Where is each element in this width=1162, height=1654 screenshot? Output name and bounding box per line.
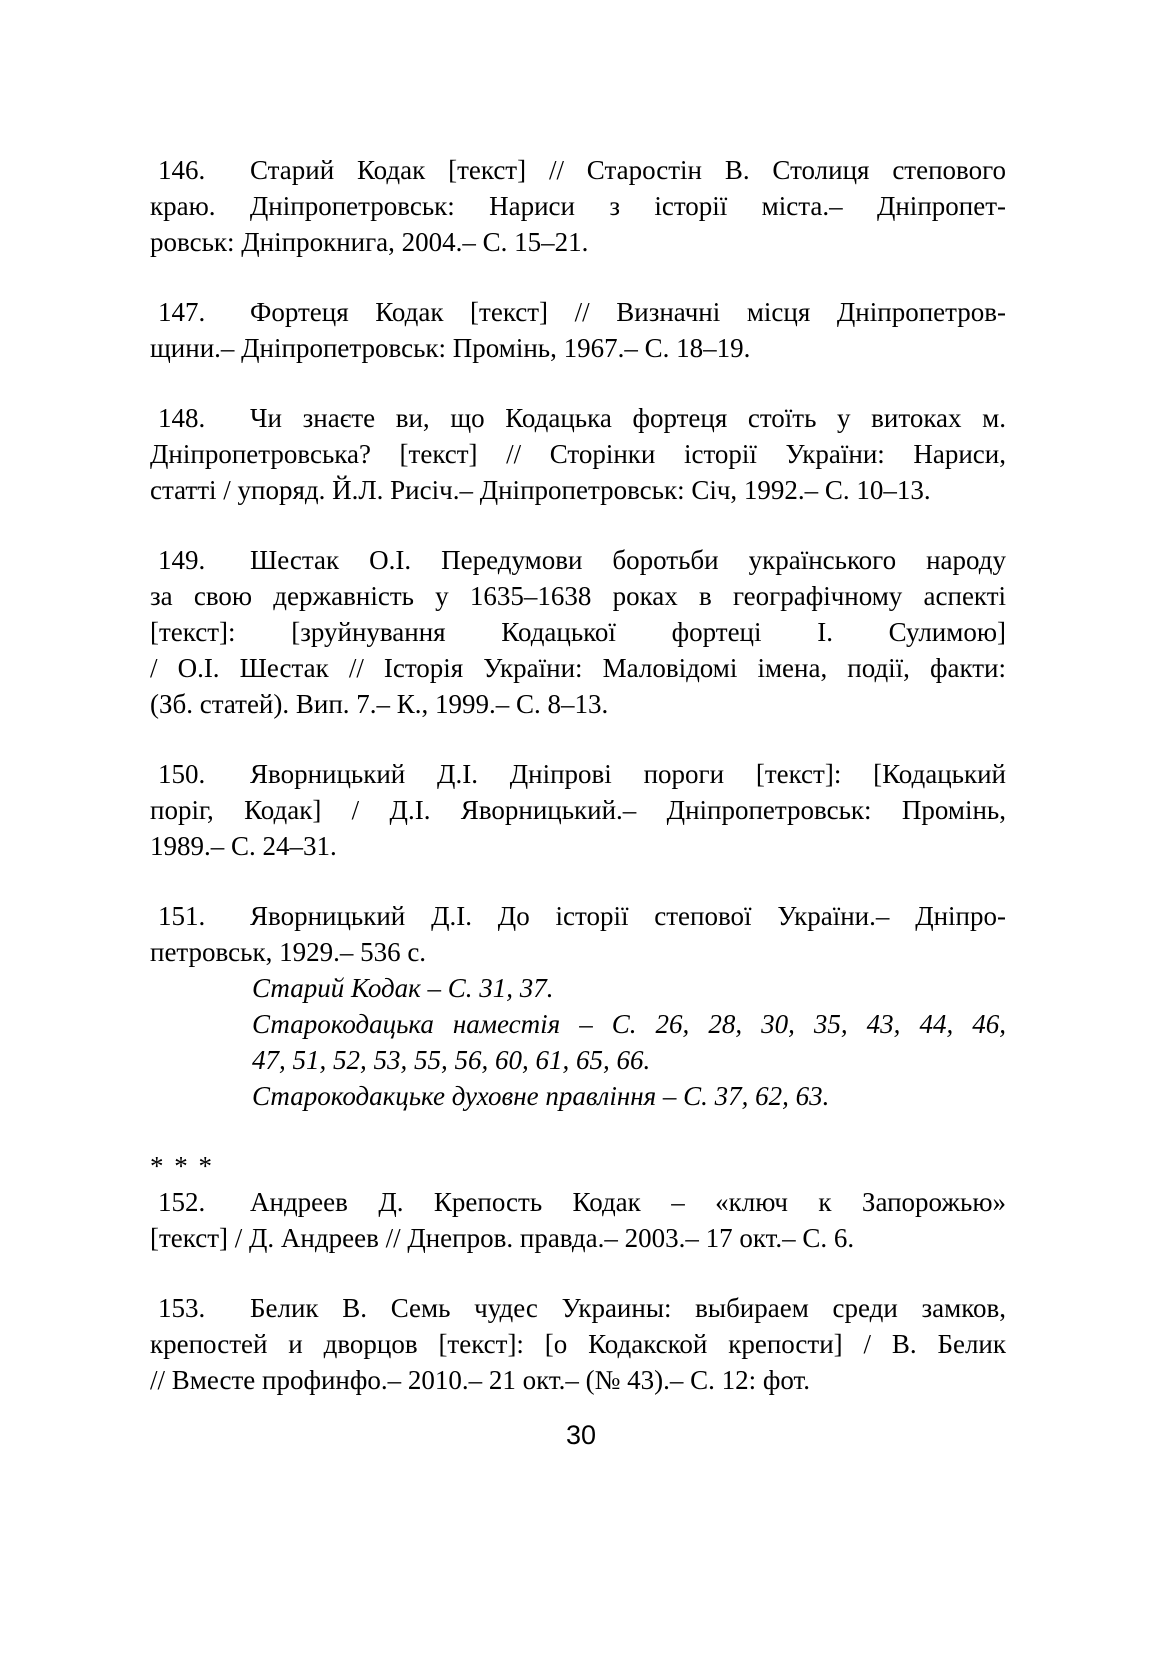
bib-line: (Зб. статей). Вип. 7.– К., 1999.– С. 8–13. [150, 689, 609, 719]
entry-text: Фортеця Кодак [текст] // Визначні місця Дніпропетров- [250, 297, 1006, 327]
bib-line: краю. Дніпропетровськ: Нариси з історії міста.– Дніпропет- [150, 191, 1006, 221]
bib-entry [150, 400, 1006, 508]
bib-line: / О.І. Шестак // Історія України: Маловідомі імена, події, факти: [150, 653, 1006, 683]
separator-asterisks: * * * [150, 1151, 214, 1181]
entry-text: Яворницький Д.І. Дніпрові пороги [текст]: [Кодацький [250, 759, 1006, 789]
bib-line [150, 1184, 1006, 1220]
bib-line: щини.– Дніпропетровськ: Промінь, 1967.– С. 18–19. [150, 333, 751, 363]
entry-number: 153. [158, 1293, 206, 1323]
bib-line: Старокодацька наместія – С. 26, 28, 30, 35, 43, 44, 46, [252, 1009, 1006, 1039]
entry-text: Шестак О.І. Передумови боротьби українського народу [250, 545, 1006, 575]
bib-entry [150, 756, 1006, 864]
bib-line [150, 1290, 1006, 1326]
bib-line: Дніпропетровська? [текст] // Сторінки історії України: Нариси, [150, 439, 1006, 469]
bib-line [150, 400, 1006, 436]
section-separator [150, 1148, 1006, 1184]
bib-entry [150, 898, 1006, 1114]
page-number: 30 [565, 1420, 597, 1450]
entry-number: 149. [158, 545, 206, 575]
bib-line: [текст] / Д. Андреев // Днепров. правда.– 2003.– 17 окт.– С. 6. [150, 1223, 855, 1253]
bib-line: 1989.– С. 24–31. [150, 831, 337, 861]
bibliography [150, 152, 1006, 1398]
entry-number: 150. [158, 759, 206, 789]
bib-line: 47, 51, 52, 53, 55, 56, 60, 61, 65, 66. [252, 1045, 651, 1075]
entry-number: 151. [158, 901, 206, 931]
bib-line: петровськ, 1929.– 536 с. [150, 937, 427, 967]
entry-number: 148. [158, 403, 206, 433]
bib-line: статті / упоряд. Й.Л. Рисіч.– Дніпропетровськ: Січ, 1992.– С. 10–13. [150, 475, 931, 505]
bib-entry [150, 294, 1006, 366]
bib-line: // Вместе профинфо.– 2010.– 21 окт.– (№ 43).– С. 12: фот. [150, 1365, 811, 1395]
bib-line: ровськ: Дніпрокнига, 2004.– С. 15–21. [150, 227, 589, 257]
bib-entry [150, 542, 1006, 722]
bib-line [150, 898, 1006, 934]
bib-entry [150, 152, 1006, 260]
entry-text: Яворницький Д.І. До історії степової України.– Дніпро- [250, 901, 1006, 931]
entry-text: Чи знаєте ви, що Кодацька фортеця стоїть у витоках м. [250, 403, 1006, 433]
entry-text: Андреев Д. Крепость Кодак – «ключ к Запорожью» [250, 1187, 1006, 1217]
bib-line: крепостей и дворцов [текст]: [о Кодакской крепости] / В. Белик [150, 1329, 1006, 1359]
bib-line: за свою державність у 1635–1638 роках в географічному аспекті [150, 581, 1006, 611]
bib-line [150, 542, 1006, 578]
bib-line [150, 294, 1006, 330]
entry-number: 152. [158, 1187, 206, 1217]
bib-line: Старокодакцьке духовне правління – С. 37, 62, 63. [252, 1081, 830, 1111]
bib-entry [150, 1184, 1006, 1256]
bib-line [150, 152, 1006, 188]
bib-line [150, 756, 1006, 792]
bib-entry [150, 1290, 1006, 1398]
entry-number: 147. [158, 297, 206, 327]
entry-text: Старий Кодак [текст] // Старостін В. Столиця степового [250, 155, 1006, 185]
bib-line: Старий Кодак – С. 31, 37. [252, 973, 554, 1003]
entry-number: 146. [158, 155, 206, 185]
entry-text: Белик В. Семь чудес Украины: выбираем среди замков, [250, 1293, 1006, 1323]
bib-line: [текст]: [зруйнування Кодацької фортеці І. Сулимою] [150, 617, 1006, 647]
bib-line: поріг, Кодак] / Д.І. Яворницький.– Дніпропетровськ: Промінь, [150, 795, 1006, 825]
